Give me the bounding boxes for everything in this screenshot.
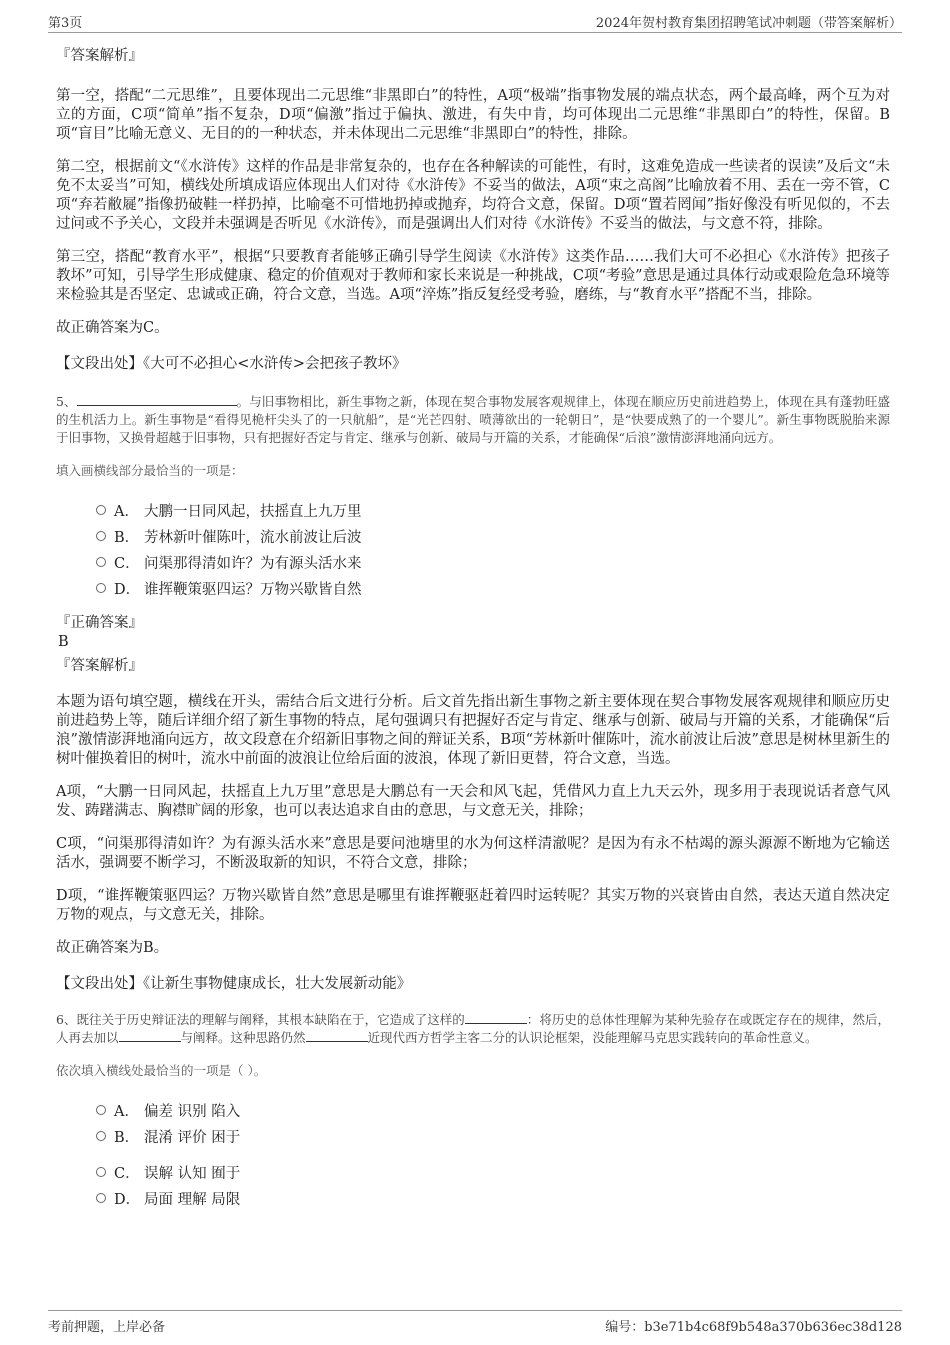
document-body	[56, 44, 890, 1221]
q5-source: 【文段出处】《让新生事物健康成长，壮大发展新动能》	[56, 976, 412, 992]
option-letter: D．	[114, 1191, 141, 1208]
q5-conclusion: 故正确答案为B。	[56, 940, 169, 956]
q6-options	[96, 1097, 890, 1211]
q5-analysis-p1: 本题为语句填空题，横线在开头，需结合后文进行分析。后文首先指出新生事物之新主要体现在契合事物发展客观规律和顺应历史前进趋势上等，随后详细介绍了新生事物的特点，尾句强调只有把握好否定与肯定、继承与创新、破局与开篇的关系，才能确保“后浪”激情澎湃地涌向远方，故文段意在介绍新旧事物之间的辩证关系，B项“芳林新叶催陈叶，流水前波让后波”意思是树林里新生的树叶催换着旧的树叶，流水中前面的波浪让位给后面的波浪，体现了新旧更替，符合文意，当选。	[56, 694, 890, 767]
radio-icon[interactable]	[96, 505, 106, 515]
q6-blank-3	[306, 1029, 368, 1042]
q5-correct-answer: B	[58, 634, 69, 650]
q6-blank-2	[119, 1029, 181, 1042]
footer-slogan: 考前押题，上岸必备	[48, 1320, 166, 1335]
q6-stem-part-a: 既往关于历史辩证法的理解与阐释，其根本缺陷在于，它造成了这样的	[76, 1012, 465, 1027]
radio-icon[interactable]	[96, 1131, 106, 1141]
q4-source: 【文段出处】《大可不必担心<水浒传>会把孩子教坏》	[56, 356, 407, 372]
document-code: 编号：b3e71b4c68f9b548a370b636ec38d128	[605, 1320, 902, 1335]
q6-option-a[interactable]	[96, 1097, 890, 1123]
option-text: 问渠那得清如许？为有源头活水来	[144, 555, 362, 572]
option-letter: C．	[114, 555, 140, 572]
q5-analysis-p4: D项，“谁挥鞭策驱四运？万物兴歇皆自然”意思是哪里有谁挥鞭驱赶着四时运转呢？其实万物的兴衰皆由自然，表达天道自然决定万物的观点，与文意无关，排除。	[56, 888, 890, 923]
option-letter: D．	[114, 581, 141, 598]
q4-analysis-p1: 第一空，搭配“二元思维”，且要体现出二元思维“非黑即白”的特性，A项“极端”指事物发展的端点状态，两个最高峰，两个互为对立的方面，C项“简单”指不复杂，D项“偏激”指过于偏执、激进，有失中肯，均可体现出二元思维“非黑即白”的特性，保留。B项“盲目”比喻无意义、无目的的一种状态，并未体现出二元思维“非黑即白”的特性，排除。	[56, 88, 890, 142]
q5-options	[96, 497, 890, 601]
q5-stem-text: 。与旧事物相比，新生事物之新，体现在契合事物发展客观规律上，体现在顺应历史前进趋势上，体现在具有蓬勃旺盛的生机活力上。新生事物是“看得见桅杆尖头了的一只航船”，是“光芒四射、喷薄欲出的一轮朝日”，是“快要成熟了的一个婴儿”。新生事物既脱胎来源于旧事物，又换骨超越于旧事物，只有把握好否定与肯定、继承与创新、破局与开篇的关系，才能确保“后浪”激情澎湃地涌向远方。	[56, 394, 890, 445]
option-letter: A．	[114, 1103, 139, 1120]
page-header	[48, 12, 902, 33]
q6-stem-part-d: 近现代西方哲学主客二分的认识论框架，没能理解马克思实践转向的革命性意义。	[367, 1030, 818, 1045]
q5-option-c[interactable]	[96, 549, 890, 575]
q6-prompt: 依次填入横线处最恰当的一项是（ ）。	[56, 1063, 267, 1078]
q4-conclusion: 故正确答案为C。	[56, 320, 169, 336]
option-letter: A．	[114, 503, 139, 520]
option-text: 芳林新叶催陈叶，流水前波让后波	[144, 529, 362, 546]
radio-icon[interactable]	[96, 583, 106, 593]
radio-icon[interactable]	[96, 1193, 106, 1203]
option-text: 大鹏一日同风起，扶摇直上九万里	[144, 503, 362, 520]
q5-analysis-label: 『答案解析』	[56, 658, 143, 674]
q4-analysis-p2: 第二空，根据前文“《水浒传》这样的作品是非常复杂的，也存在各种解读的可能性，有时，这难免造成一些读者的误读”及后文“未免不太妥当”可知，横线处所填成语应体现出人们对待《水浒传》不妥当的做法，A项“束之高阁”比喻放着不用、丢在一旁不管，C项“弃若敝屣”指像扔破鞋一样扔掉，比喻毫不可惜地扔掉或抛弃，均符合文意，保留。D项“置若罔闻”指好像没有听见似的，不去过问或不予关心，文段并未强调是否听见《水浒传》，而是强调出人们对待《水浒传》不妥当的做法，与文意不符，排除。	[56, 159, 890, 232]
radio-icon[interactable]	[96, 1105, 106, 1115]
q6-option-c[interactable]	[96, 1159, 890, 1185]
q4-analysis-p3: 第三空，搭配“教育水平”，根据“只要教育者能够正确引导学生阅读《水浒传》这类作品……我们大可不必担心《水浒传》把孩子教坏”可知，引导学生形成健康、稳定的价值观对于教师和家长来说是一种挑战，C项“考验”意思是通过具体行动或艰险危急环境等来检验其是否坚定、忠诚或正确，符合文意，当选。A项“淬炼”指反复经受考验，磨练，与“教育水平”搭配不当，排除。	[56, 249, 890, 303]
option-text: 偏差 识别 陷入	[144, 1103, 241, 1120]
option-text: 谁挥鞭策驱四运？万物兴歇皆自然	[144, 581, 362, 598]
q6-option-b[interactable]	[96, 1123, 890, 1149]
q6-option-d[interactable]	[96, 1185, 890, 1211]
q5-number: 5、	[56, 394, 77, 409]
option-letter: B．	[114, 529, 140, 546]
q5-option-a[interactable]	[96, 497, 890, 523]
q5-option-d[interactable]	[96, 575, 890, 601]
q5-prompt: 填入画横线部分最恰当的一项是：	[56, 463, 244, 478]
q5-correct-label: 『正确答案』	[56, 615, 143, 631]
q5-analysis-p2: A项，“大鹏一日同风起，扶摇直上九万里”意思是大鹏总有一天会和风飞起，凭借风力直上九天云外，现多用于表现说话者意气风发、踌躇满志、胸襟旷阔的形象，也可以表达追求自由的意思，与文意无关，排除；	[56, 784, 890, 819]
option-letter: B．	[114, 1129, 140, 1146]
q6-blank-1	[465, 1011, 527, 1024]
option-text: 误解 认知 囿于	[144, 1165, 241, 1182]
option-letter: C．	[114, 1165, 140, 1182]
document-title: 2024年贺村教育集团招聘笔试冲刺题（带答案解析）	[595, 16, 902, 31]
option-text: 混淆 评价 困于	[144, 1129, 241, 1146]
q6-number: 6、	[56, 1012, 77, 1027]
q5-blank	[77, 393, 237, 406]
q6-stem	[56, 1011, 890, 1047]
page-footer	[48, 1310, 902, 1333]
option-text: 局面 理解 局限	[144, 1191, 241, 1208]
q6-stem-part-b: ：将历史的总体性理解为某种先验存在或既定存在的规律，然后，人再去加以	[56, 1012, 890, 1045]
q6-stem-part-c: 与阐释。这种思路仍然	[180, 1030, 306, 1045]
q5-option-b[interactable]	[96, 523, 890, 549]
q4-analysis-label: 『答案解析』	[56, 48, 143, 64]
radio-icon[interactable]	[96, 531, 106, 541]
radio-icon[interactable]	[96, 557, 106, 567]
page-number: 第3页	[48, 16, 83, 31]
q5-stem	[56, 393, 890, 447]
q5-analysis-p3: C项，“问渠那得清如许？为有源头活水来”意思是要问池塘里的水为何这样清澈呢？是因为有永不枯竭的源头源源不断地为它输送活水，强调要不断学习，不断汲取新的知识，不符合文意，排除；	[56, 836, 890, 871]
radio-icon[interactable]	[96, 1167, 106, 1177]
